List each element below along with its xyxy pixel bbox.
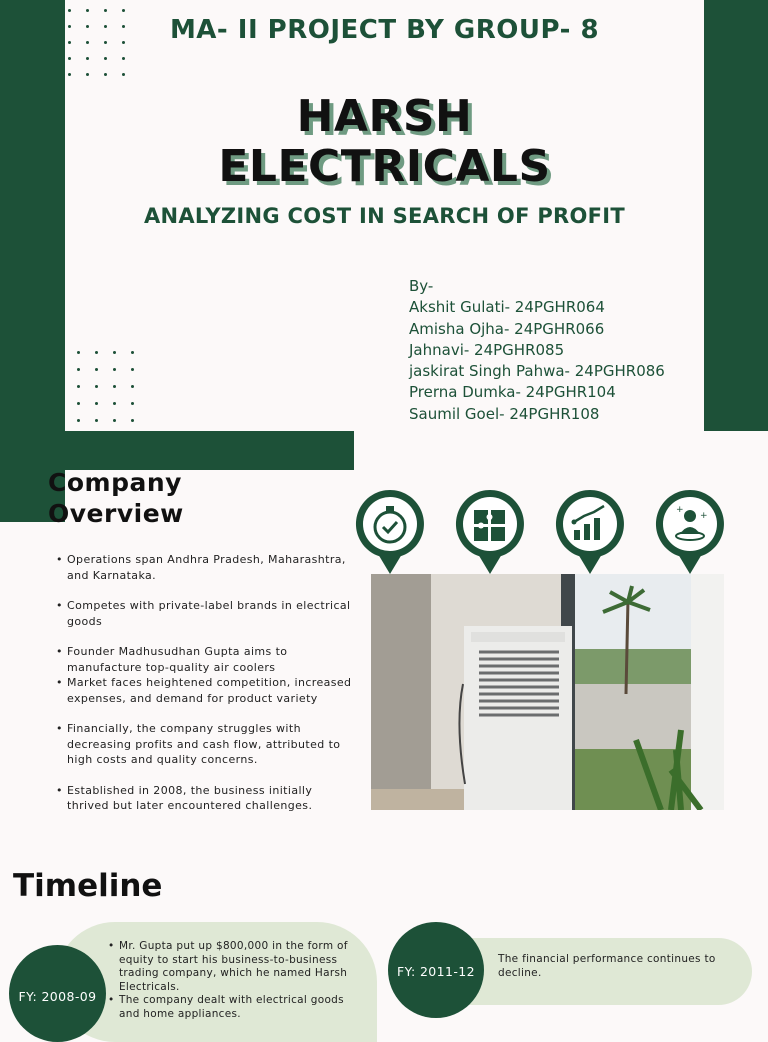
person-sparkle-icon <box>654 488 726 574</box>
page-title <box>65 92 704 192</box>
puzzle-icon <box>454 488 526 574</box>
overview-heading <box>48 467 184 529</box>
green-band <box>0 431 354 470</box>
timeline-year-badge-1 <box>9 945 106 1042</box>
svg-text:+: + <box>676 505 684 515</box>
author-item: Amisha Ojha- 24PGHR066 <box>409 319 605 338</box>
overview-bullet: • Established in 2008, the business initially thrived but later encountered challenges. <box>56 783 356 814</box>
author-item: Akshit Gulati- 24PGHR064 <box>409 298 605 317</box>
overview-heading-line-2: Overview <box>48 499 184 528</box>
air-cooler-photo <box>371 574 724 810</box>
by-label: By- <box>409 277 434 295</box>
author-item: Jahnavi- 24PGHR085 <box>409 340 565 359</box>
growth-chart-icon <box>554 488 626 574</box>
author-item: jaskirat Singh Pahwa- 24PGHR086 <box>409 362 665 381</box>
timeline-bullet: • The company dealt with electrical goods and home appliances. <box>108 994 358 1021</box>
overview-heading-line-1: Company <box>48 468 182 497</box>
author-item: Prerna Dumka- 24PGHR104 <box>409 383 616 402</box>
overview-bullets <box>56 552 356 814</box>
author-item: Saumil Goel- 24PGHR108 <box>409 404 600 423</box>
overview-bullet: • Competes with private-label brands in electrical goods <box>56 598 356 629</box>
timeline-year-label: FY: 2011-12 <box>397 964 475 979</box>
dot-grid-bottom <box>77 351 149 436</box>
overview-bullet: • Operations span Andhra Pradesh, Maharashtra, and Karnataka. <box>56 552 356 583</box>
timeline-heading: Timeline <box>13 868 163 904</box>
timeline-year-label: FY: 2008-09 <box>18 989 97 1004</box>
tagline: ANALYZING COST IN SEARCH OF PROFIT <box>143 204 626 228</box>
svg-text:+: + <box>700 511 708 521</box>
timeline-text-2: The financial performance continues to decline. <box>498 953 716 979</box>
timeline-text-1 <box>108 940 358 1021</box>
project-subtitle: MA- II PROJECT BY GROUP- 8 <box>169 15 600 45</box>
author-list <box>409 276 665 425</box>
title-line-2: ELECTRICALS <box>218 141 551 192</box>
title-line-1: HARSH <box>296 91 473 142</box>
timeline-year-badge-2 <box>388 922 484 1018</box>
stopwatch-icon <box>354 488 426 574</box>
overview-bullet: • Financially, the company struggles with decreasing profits and cash flow, attributed to high costs and quality concerns. <box>56 721 356 768</box>
overview-bullet: • Market faces heightened competition, increased expenses, and demand for product variety <box>56 675 356 706</box>
overview-bullet: • Founder Madhusudhan Gupta aims to manufacture top-quality air coolers <box>56 644 356 675</box>
green-panel-right <box>704 0 768 431</box>
timeline-bullet: • Mr. Gupta put up $800,000 in the form of equity to start his business-to-business trading company, which he named Harsh Electricals. <box>108 940 358 994</box>
